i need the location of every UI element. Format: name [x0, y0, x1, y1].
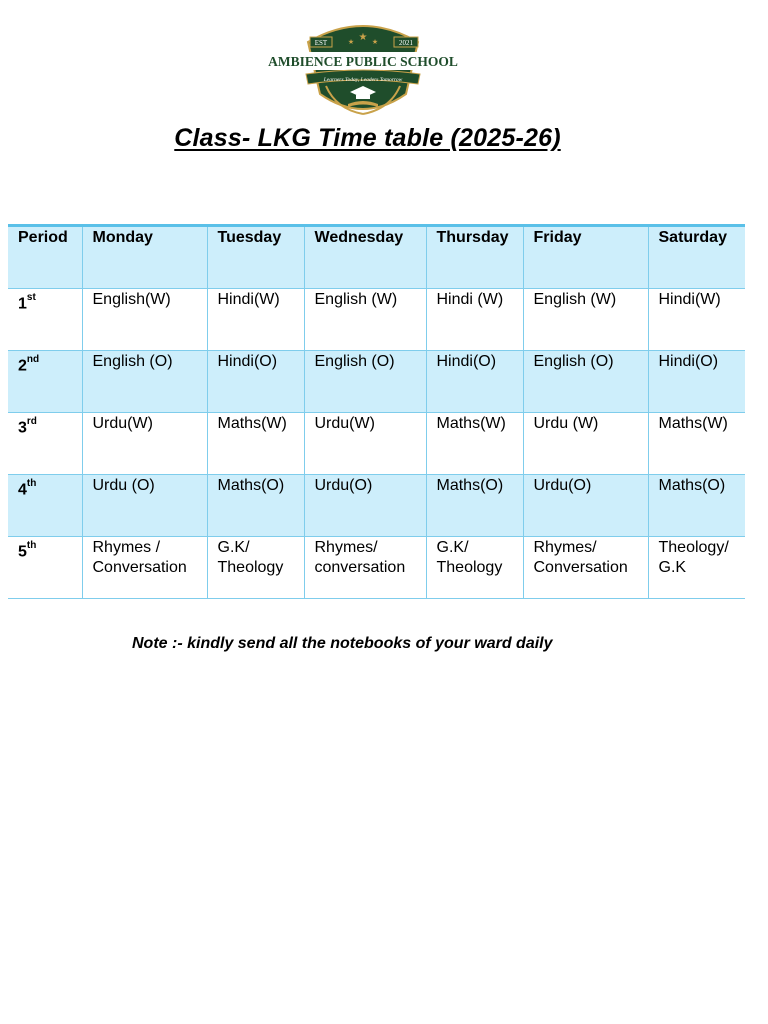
table-cell: Hindi(W) — [207, 289, 304, 351]
table-cell: Hindi (W) — [426, 289, 523, 351]
table-row — [8, 289, 745, 351]
table-cell: Urdu(O) — [304, 475, 426, 537]
page-title: Class- LKG Time table (2025-26) — [174, 124, 561, 152]
logo-est-left: EST — [314, 39, 328, 47]
table-cell: Hindi(O) — [426, 351, 523, 413]
header-row — [8, 226, 745, 289]
table-row — [8, 351, 745, 413]
logo-school-name: AMBIENCE PUBLIC SCHOOL — [268, 54, 458, 69]
period-cell: 2nd — [8, 351, 82, 413]
table-row — [8, 537, 745, 599]
svg-text:★: ★ — [358, 32, 368, 43]
table-cell: G.K/ Theology — [207, 537, 304, 599]
table-cell: English (O) — [523, 351, 648, 413]
table-cell: English (O) — [82, 351, 207, 413]
table-cell: Rhymes/ conversation — [304, 537, 426, 599]
table-cell: Urdu (W) — [523, 413, 648, 475]
header-period: Period — [8, 226, 82, 289]
period-cell: 4th — [8, 475, 82, 537]
header-saturday: Saturday — [648, 226, 745, 289]
logo-est-right: 2021 — [399, 39, 413, 47]
header-tuesday: Tuesday — [207, 226, 304, 289]
table-cell: G.K/ Theology — [426, 537, 523, 599]
header-thursday: Thursday — [426, 226, 523, 289]
header-wednesday: Wednesday — [304, 226, 426, 289]
table-cell: Urdu (O) — [82, 475, 207, 537]
table-cell: Hindi(W) — [648, 289, 745, 351]
table-row — [8, 413, 745, 475]
table-cell: Maths(O) — [426, 475, 523, 537]
table-cell: Hindi(O) — [648, 351, 745, 413]
table-cell: Urdu(W) — [304, 413, 426, 475]
svg-text:★: ★ — [371, 39, 379, 46]
table-cell: Maths(W) — [207, 413, 304, 475]
logo-motto: Learners Today, Leaders Tomorrow — [323, 77, 403, 83]
svg-text:★: ★ — [347, 39, 355, 46]
table-cell: Rhymes/ Conversation — [523, 537, 648, 599]
table-cell: Urdu(W) — [82, 413, 207, 475]
table-cell: Maths(O) — [648, 475, 745, 537]
school-logo — [256, 14, 470, 120]
note-text: Note :- kindly send all the notebooks of your ward daily — [132, 635, 553, 652]
table-cell: English(W) — [82, 289, 207, 351]
header-monday: Monday — [82, 226, 207, 289]
table-cell: Urdu(O) — [523, 475, 648, 537]
table-cell: Maths(O) — [207, 475, 304, 537]
period-cell: 1st — [8, 289, 82, 351]
table-cell: Maths(W) — [648, 413, 745, 475]
timetable — [8, 224, 745, 599]
period-cell: 3rd — [8, 413, 82, 475]
table-cell: English (W) — [523, 289, 648, 351]
table-row — [8, 475, 745, 537]
period-cell: 5th — [8, 537, 82, 599]
table-cell: Rhymes / Conversation — [82, 537, 207, 599]
header-friday: Friday — [523, 226, 648, 289]
table-cell: Hindi(O) — [207, 351, 304, 413]
table-cell: English (W) — [304, 289, 426, 351]
table-cell: Maths(W) — [426, 413, 523, 475]
table-cell: Theology/ G.K — [648, 537, 745, 599]
table-cell: English (O) — [304, 351, 426, 413]
